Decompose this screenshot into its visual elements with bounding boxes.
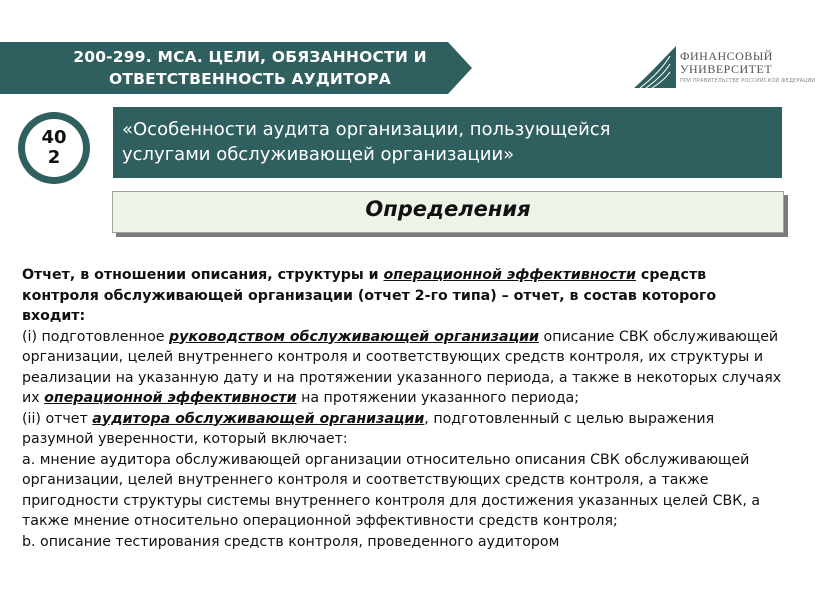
logo-name-line2: УНИВЕРСИТЕТ bbox=[680, 62, 773, 76]
slide-title bbox=[40, 46, 460, 90]
text-span: средств контроля обслуживающей организации (отчет 2-го типа) – отчет, в состав которого входит: bbox=[22, 267, 717, 324]
definition-paragraph-3 bbox=[22, 409, 782, 450]
emphasis-term: аудитора обслуживающей организации bbox=[92, 410, 425, 427]
topic-text bbox=[122, 117, 772, 167]
text-span: на протяжении указанного периода; bbox=[296, 390, 580, 406]
logo-name bbox=[680, 50, 790, 76]
logo-name-line1: ФИНАНСОВЫЙ bbox=[680, 49, 773, 63]
emphasis-term: операционной эффективности bbox=[383, 267, 636, 283]
definition-paragraph-4: a. мнение аудитора обслуживающей организации относительно описания СВК обслуживающей организации, целей внутреннего контроля и соответствующих средств контроля, а также пригодности структуры системы внутреннего контроля для достижения указанных целей СВК, а также мнение относительно операционной эффективности средств контроля; bbox=[22, 451, 761, 529]
slide-number-line2: 2 bbox=[47, 147, 61, 168]
text-span: , подготовленный с целью выражения разумной уверенности, который включает: bbox=[22, 410, 715, 447]
text-span: (ii) отчет bbox=[22, 410, 93, 427]
topic-line2: услугами обслуживающей организации» bbox=[122, 144, 515, 165]
slide-title-line2: ОТВЕТСТВЕННОСТЬ АУДИТОРА bbox=[109, 70, 391, 88]
slide-title-line1: 200-299. МСА. ЦЕЛИ, ОБЯЗАННОСТИ И bbox=[73, 48, 427, 66]
text-span: Отчет, в отношении описания, структуры и bbox=[22, 267, 384, 283]
definition-text bbox=[22, 265, 782, 552]
section-title: Определения bbox=[365, 197, 531, 221]
topic-line1: «Особенности аудита организации, пользующейся bbox=[122, 119, 611, 140]
emphasis-term: руководством обслуживающей организации bbox=[169, 328, 539, 345]
definition-paragraph-2 bbox=[22, 327, 782, 409]
definition-paragraph-5: b. описание тестирования средств контроля, проведенного аудитором bbox=[22, 533, 560, 550]
definition-paragraph-1 bbox=[22, 265, 782, 327]
emphasis-term: операционной эффективности bbox=[44, 390, 297, 406]
logo-subtitle: ПРИ ПРАВИТЕЛЬСТВЕ РОССИЙСКОЙ ФЕДЕРАЦИИ bbox=[680, 78, 815, 84]
text-span: описание СВК обслуживающей организации, целей внутреннего контроля и соответствующих средств контроля, их структуры и реализации на указанную дату и на протяжении указанного периода, а также в некоторых случаях их bbox=[22, 328, 782, 406]
slide-number bbox=[25, 119, 83, 177]
text-span: (i) подготовленное bbox=[22, 328, 169, 345]
slide-number-line1: 40 bbox=[41, 127, 67, 148]
